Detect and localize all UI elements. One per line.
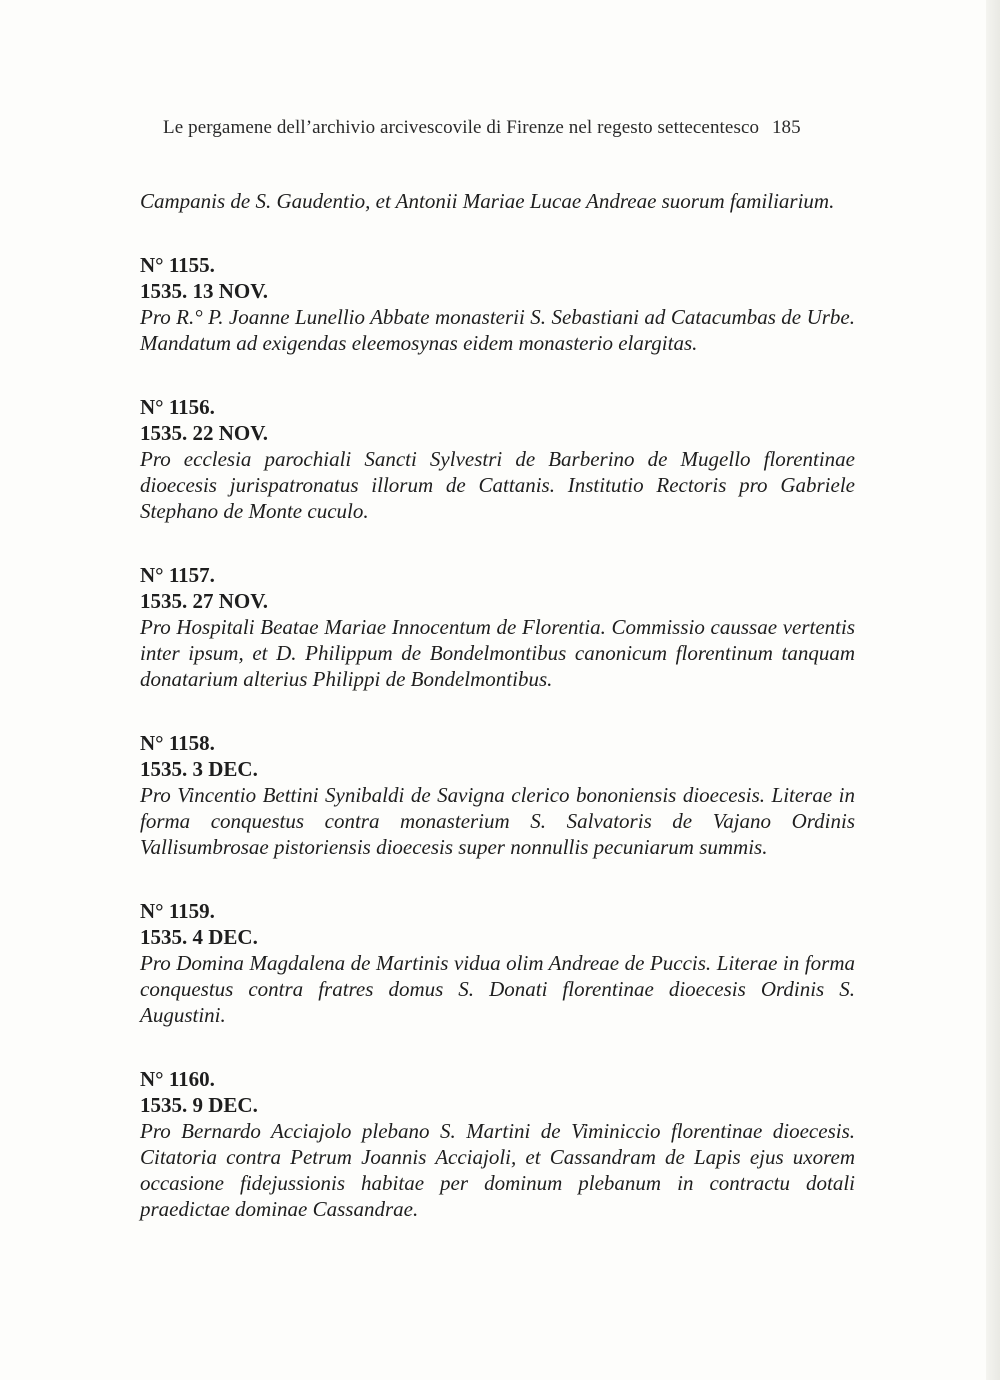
entry-text: Pro ecclesia parochiali Sancti Sylvestri de Barberino de Mugello florentinae dioecesis jurispatronatus illorum de Cattanis. Institutio Rectoris pro Gabriele Stephano de Monte cuculo. xyxy=(140,447,855,523)
continuation-paragraph: Campanis de S. Gaudentio, et Antonii Mariae Lucae Andreae suorum familiarium. xyxy=(140,189,835,213)
entry-text: Pro Bernardo Acciajolo plebano S. Martini de Viminiccio florentinae dioecesis. Citatoria contra Petrum Joannis Acciajoli, et Cassandram de Lapis ejus uxorem occasione fidejussionis habitae per dominum plebanum in contractu dotali praedictae dominae Cassandrae. xyxy=(140,1119,855,1221)
running-header xyxy=(163,117,801,139)
entry-1160 xyxy=(140,1066,855,1222)
entry-number: N° 1160. xyxy=(140,1067,215,1091)
entry-1158 xyxy=(140,730,855,860)
scan-edge-shadow xyxy=(986,0,1000,1380)
regesto-body xyxy=(140,188,855,1222)
entry-text: Pro R.° P. Joanne Lunellio Abbate monasterii S. Sebastiani ad Catacumbas de Urbe. Mandatum ad exigendas eleemosynas eidem monasterio elargitas. xyxy=(140,305,855,355)
entry-date: 1535. 22 NOV. xyxy=(140,421,268,445)
entry-text: Pro Domina Magdalena de Martinis vidua olim Andreae de Puccis. Literae in forma conquestus contra fratres domus S. Donati florentinae dioecesis Ordinis S. Augustini. xyxy=(140,951,855,1027)
entry-date: 1535. 3 DEC. xyxy=(140,757,258,781)
entry-text: Pro Vincentio Bettini Synibaldi de Savigna clerico bononiensis dioecesis. Literae in forma conquestus contra monasterium S. Salvatoris de Vajano Ordinis Vallisumbrosae pistoriensis dioecesis super nonnullis pecuniarum summis. xyxy=(140,783,855,859)
entry-number: N° 1159. xyxy=(140,899,215,923)
entry-number: N° 1155. xyxy=(140,253,215,277)
entry-date: 1535. 4 DEC. xyxy=(140,925,258,949)
entry-text: Pro Hospitali Beatae Mariae Innocentum de Florentia. Commissio caussae vertentis inter ipsum, et D. Philippum de Bondelmontibus canonicum florentinum tanquam donatarium alterius Philippi de Bondelmontibus. xyxy=(140,615,855,691)
entry-1159 xyxy=(140,898,855,1028)
entry-1155 xyxy=(140,252,855,356)
page-number: 185 xyxy=(771,117,801,138)
entry-1156 xyxy=(140,394,855,524)
entry-date: 1535. 13 NOV. xyxy=(140,279,268,303)
entry-number: N° 1157. xyxy=(140,563,215,587)
entry-number: N° 1158. xyxy=(140,731,215,755)
entry-date: 1535. 9 DEC. xyxy=(140,1093,258,1117)
entry-1157 xyxy=(140,562,855,692)
entry-number: N° 1156. xyxy=(140,395,215,419)
header-title: Le pergamene dell’archivio arcivescovile di Firenze nel regesto settecentesco xyxy=(163,117,760,138)
entry-date: 1535. 27 NOV. xyxy=(140,589,268,613)
